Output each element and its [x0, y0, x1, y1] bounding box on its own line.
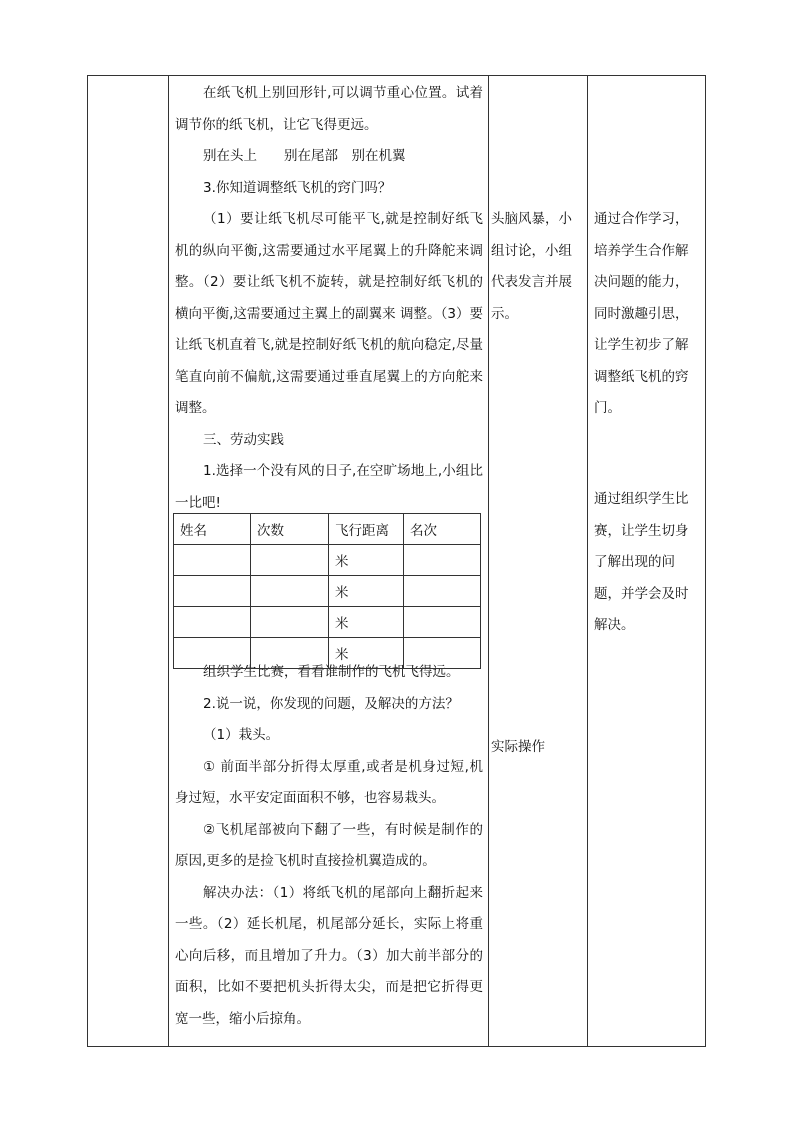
- step-2: 2.说一说，你发现的问题，及解决的方法？: [203, 695, 459, 712]
- table-row: [174, 638, 481, 669]
- header-name: 姓名: [174, 514, 251, 545]
- distance-unit: 米: [329, 638, 404, 669]
- column-divider: [587, 76, 588, 1046]
- distance-unit: 米: [329, 545, 404, 576]
- distance-unit: 米: [329, 576, 404, 607]
- score-table: [173, 513, 481, 669]
- cause-1: ① 前面半部分折得太厚重,或者是机身过短,机身过短，水平安定面面积不够，也容易栽头。: [175, 758, 483, 806]
- step-1: 1.选择一个没有风的日子,在空旷场地上,小组比一比吧!: [175, 463, 483, 511]
- header-rank: 名次: [404, 514, 481, 545]
- student-activity-2: 实际操作: [491, 739, 545, 755]
- table-row: [174, 607, 481, 638]
- cause-2: ②飞机尾部被向下翻了一些，有时候是制作的原因,更多的是捡飞机时直接捡机翼造成的。: [175, 821, 483, 869]
- adjust-tips: （1）要让纸飞机尽可能平飞,就是控制好纸飞机的纵向平衡,这需要通过水平尾翼上的升降舵来调整。（2）要让纸飞机不旋转，就是控制好纸飞机的横向平衡,这需要通过主翼上的副翼来 调整。（3）要让纸飞机直着飞,就是控制好纸飞机的航向稳定,尽量笔直向前不偏航,这需要通过垂直尾翼上的方向舵来调整。: [175, 211, 483, 416]
- table-row: [174, 576, 481, 607]
- paragraph-paperclip: 在纸飞机上别回形针,可以调节重心位置。试着调节你的纸飞机，让它飞得更远。: [175, 85, 483, 133]
- issue-nose-dive: （1）栽头。: [203, 727, 280, 743]
- score-table-header: [174, 514, 481, 545]
- student-activity-1: 头脑风暴，小组讨论，小组代表发言并展示。: [491, 211, 572, 322]
- distance-unit: 米: [329, 607, 404, 638]
- design-intent-1: 通过合作学习，培养学生合作解决问题的能力，同时激趣引思，让学生初步了解调整纸飞机的窍门。: [594, 211, 689, 416]
- organize-contest: 组织学生比赛，看看谁制作的飞机飞得远。: [203, 664, 460, 680]
- section-heading-practice: 三、劳动实践: [203, 431, 284, 448]
- paperclip-options: 别在头上 别在尾部 别在机翼: [203, 148, 406, 164]
- table-row: [174, 545, 481, 576]
- design-intent-2: 通过组织学生比赛，让学生切身了解出现的问题，并学会及时解决。: [594, 491, 689, 633]
- question-3: 3.你知道调整纸飞机的窍门吗？: [203, 179, 392, 196]
- solution: 解决办法：（1）将纸飞机的尾部向上翻折起来一些。（2）延长机尾，机尾部分延长，实际上将重心向后移，而且增加了升力。（3）加大前半部分的面积，比如不要把机头折得太尖，而是把它折得更宽一些，缩小后掠角。: [175, 884, 483, 1027]
- header-distance: 飞行距离: [329, 514, 404, 545]
- header-attempts: 次数: [251, 514, 329, 545]
